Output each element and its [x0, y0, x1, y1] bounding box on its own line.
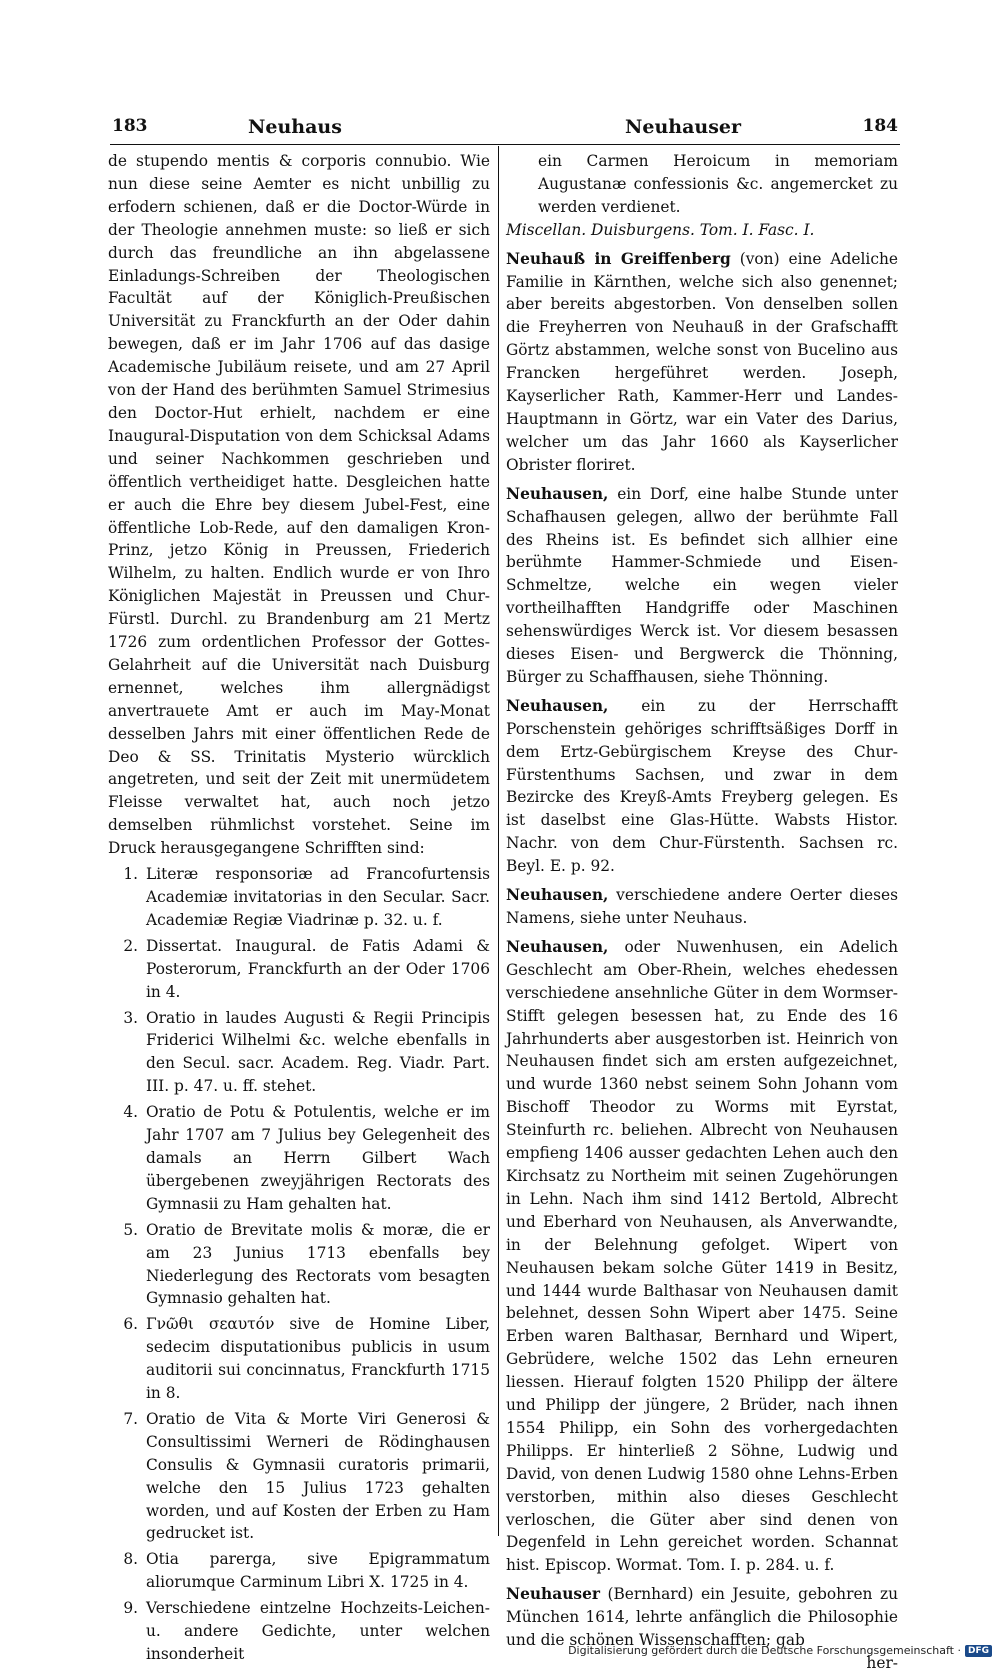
list-item-number: 7. [123, 1409, 138, 1428]
page-number-left: 183 [112, 116, 148, 136]
running-head-left: Neuhaus [248, 116, 342, 138]
list-item-text: Γνῶθι σεαυτόν sive de Homine Liber, sedecim disputationibus publicis in usum auditorii sui concinnatus, Franckfurth 1715 in 8. [146, 1315, 490, 1403]
list-item-text: Verschiedene eintzelne Hochzeits-Leichen- u. andere Gedichte, unter welchen insonderheit [146, 1599, 490, 1663]
column-divider [498, 146, 499, 1536]
list-item [108, 1597, 490, 1666]
list-item [108, 863, 490, 932]
list-item-text: Otia parerga, sive Epigrammatum aliorumque Carminum Libri X. 1725 in 4. [146, 1550, 490, 1592]
entry-text: (von) eine Adeliche Familie in Kärnthen, welche sich also genennet; aber bereits abgestorben. Von denselben sollen die Freyherren von Neuhauß in der Grafschafft Görtz abstammen, welche sonst von Bucelino aus Francken hergeführet werden. Joseph, Kayserlicher Rath, Kammer-Herr und Landes-Hauptmann in Görtz, war ein Vater des Darius, welcher um das Jahr 1660 als Kayserlicher Obrister floriret. [506, 249, 898, 474]
entry-text: oder Nuwenhusen, ein Adelich Geschlecht am Ober-Rhein, welches ehedessen verschiedene ansehnliche Güter in dem Wormser-Stifft gelegen besessen hat, zu Ende des 16 Jahrhunderts aber ausgestorben ist. Heinrich von Neuhausen findet sich am ersten aufgezeichnet, und wurde 1360 nebst seinem Sohn Johann vom Bischoff Theodor zu Worms mit Eyrstat, Steinfurth rc. beliehen. Albrecht von Neuhausen empfieng 1406 ausser gedachten Lehen auch den Kirchsatz zu Northeim mit seinen Zugehörungen in Lehn. Nach ihm sind 1412 Bertold, Albrecht und Eberhard von Neuhausen, als Anverwandte, in der Belehnung gefolget. Wipert von Neuhausen bekam solche Güter 1419 in Besitz, und 1444 wurde Balthasar von Neuhausen damit belehnet, dessen Sohn Wipert aber 1475. Seine Erben waren Balthasar, Bernhard und Wipert, Gebrüdere, welche 1502 das Lehn erneuren liessen. Hierauf folgten 1520 Philipp der ältere und Philipp der jüngere, 2 Brüder, nach ihnen 1554 Philipp, ein Sohn des vorhergedachten Philipps. Er hinterließ 2 Söhne, Ludwig und David, von denen Ludwig 1580 ohne Lehns-Erben verstorben, mithin also dieses Geschlecht verloschen, die Güter aber sind denen von Degenfeld in Lehn gereichet worden. Schannat hist. Episcop. Wormat. Tom. I. p. 284. u. f. [506, 937, 898, 1575]
list-item-number: 5. [123, 1220, 138, 1239]
dictionary-entry [506, 884, 898, 930]
entry-text: (Bernhard) ein Jesuite, gebohren zu München 1614, lehrte anfänglich die Philosophie und die schönen Wissenschafften; gab [506, 1585, 898, 1650]
list-item [108, 1219, 490, 1311]
list-item-text: Oratio de Potu & Potulentis, welche er im Jahr 1707 am 7 Julius bey Gelegenheit des damals an Herrn Gilbert Wach übergebenen zweyjährigen Rectorats des Gymnasii zu Ham gehalten hat. [146, 1103, 490, 1213]
list-item-number: 3. [123, 1008, 138, 1027]
list-item-number: 1. [123, 865, 138, 884]
entry-headword: Neuhausen, [506, 696, 609, 715]
entry-text: ein zu der Herrschafft Porschenstein gehöriges schrifftsäßiges Dorff in dem Ertz-Gebürgischem Kreyse des Chur-Fürstenthums Sachsen, und zwar in dem Bezircke des Kreyß-Amts Freyberg gelegen. Es ist daselbst eine Glas-Hütte. Wabsts Histor. Nachr. von dem Chur-Fürstenth. Sachsen rc. Beyl. E. p. 92. [506, 696, 898, 876]
biography-text: de stupendo mentis & corporis connubio. Wie nun diese seine Aemter es nicht unbillig zu erfodern schienen, daß er die Doctor-Würde in der Theologie annehmen muste: so ließ er sich durch das freundliche an ihn abgelassene Einladungs-Schreiben der Theologischen Facultät auf der Königlich-Preußischen Universität zu Franckfurth an der Oder dahin bewegen, daß er im Jahr 1706 auf das dasige Academische Jubiläum reisete, und am 27 April von der Hand des berühmten Samuel Strimesius den Doctor-Hut erhielt, nachdem er eine Inaugural-Disputation von dem Schicksal Adams und seiner Nachkommen geschrieben und öffentlich vertheidiget hatte. Desgleichen hatte er auch die Ehre bey diesem Jubel-Fest, eine öffentliche Lob-Rede, auf den damaligen Kron-Prinz, jetzo König in Preussen, Friederich Wilhelm, zu halten. Endlich wurde er von Ihro Königlichen Majestät in Preussen und Chur-Fürstl. Durchl. zu Brandenburg am 21 Mertz 1726 zum ordentlichen Professor der Gottes-Gelahrheit auf die Universität nach Duisburg ernennet, welches ihm allergnädigst anvertrauete Amt er auch im May-Monat desselben Jahrs mit einer öffentlichen Rede de Deo & SS. Trinitatis Mysterio würcklich angetreten, und seit der Zeit mit unermüdetem Fleisse verwaltet hat, auch noch jetzo demselben rühmlichst vorstehet. Seine im Druck herausgegangene Schrifften sind: [108, 152, 490, 858]
source-citation: Miscellan. Duisburgens. Tom. I. Fasc. I. [506, 220, 815, 239]
list-item-number: 4. [123, 1103, 138, 1122]
list-item-text: Oratio de Vita & Morte Viri Generosi & Consultissimi Werneri de Rödinghausen Consulis & Gymnasii curatoris primarii, welche den 15 Julius 1723 gehalten worden, und auf Kosten der Erben zu Ham gedrucket ist. [146, 1409, 490, 1543]
continued-text: ein Carmen Heroicum in memoriam Augustanæ confessionis &c. angemercket zu werden verdienet. [538, 152, 898, 216]
list-item-number: 8. [123, 1550, 138, 1569]
dictionary-entry [506, 483, 898, 689]
entry-text: verschiedene andere Oerter dieses Namens, siehe unter Neuhaus. [506, 886, 898, 927]
entry-headword: Neuhausen, [506, 886, 609, 905]
list-item [108, 935, 490, 1004]
dictionary-entry [506, 695, 898, 878]
list-item [108, 1101, 490, 1216]
page-number-right: 184 [862, 116, 898, 136]
entry-text: ein Dorf, eine halbe Stunde unter Schafhausen gelegen, allwo der berühmte Fall des Rheins ist. Es befindet sich allhier eine berühmte Hammer-Schmiede und Eisen-Schmeltze, welche ein wegen vieler vortheilhafften Handgriffe oder Maschinen sehenswürdiges Werck ist. Vor diesem besassen dieses Eisen- und Bergwerck die Thönning, Bürger zu Schaffhausen, siehe Thönning. [506, 484, 898, 686]
left-column [108, 150, 490, 1666]
dictionary-entry [506, 936, 898, 1577]
credit-text: Digitalisierung gefördert durch die Deutsche Forschungsgemeinschaft · [568, 1644, 961, 1657]
list-item-text: Oratio de Brevitate molis & moræ, die er am 23 Junius 1713 ebenfalls bey Niederlegung des Rectorats vom besagten Gymnasio gehalten hat. [146, 1220, 490, 1308]
running-head-right: Neuhauser [625, 116, 742, 138]
list-item [108, 1007, 490, 1099]
header-rule [110, 144, 900, 145]
entry-headword: Neuhauß in Greiffenberg [506, 249, 731, 268]
dictionary-entry [506, 248, 898, 477]
list-item-number: 9. [123, 1599, 138, 1618]
list-item [108, 1313, 490, 1405]
list-item-number: 6. [123, 1315, 138, 1334]
digitization-credit [568, 1644, 992, 1657]
works-list [108, 863, 490, 1666]
list-item-text: Dissertat. Inaugural. de Fatis Adami & Posterorum, Franckfurth an der Oder 1706 in 4. [146, 936, 490, 1001]
entry-headword: Neuhauser [506, 1585, 600, 1604]
list-item-number: 2. [123, 936, 138, 955]
list-item [108, 1408, 490, 1545]
catchword: her- [866, 1654, 898, 1672]
entry-headword: Neuhausen, [506, 484, 609, 503]
list-item-text: Literæ responsoriæ ad Francofurtensis Academiæ invitatorias in den Secular. Sacr. Academiæ Regiæ Viadrinæ p. 32. u. f. [146, 865, 490, 929]
page-header [110, 112, 900, 140]
right-column [506, 150, 898, 1675]
dfg-logo: DFG [965, 1645, 992, 1657]
dictionary-entry [506, 1583, 898, 1652]
entry-headword: Neuhausen, [506, 937, 609, 956]
list-item-text: Oratio in laudes Augusti & Regii Principis Friderici Wilhelmi &c. welche ebenfalls in den Secul. sacr. Academ. Reg. Viadr. Part. III. p. 47. u. ff. stehet. [146, 1008, 490, 1096]
list-item [108, 1548, 490, 1594]
